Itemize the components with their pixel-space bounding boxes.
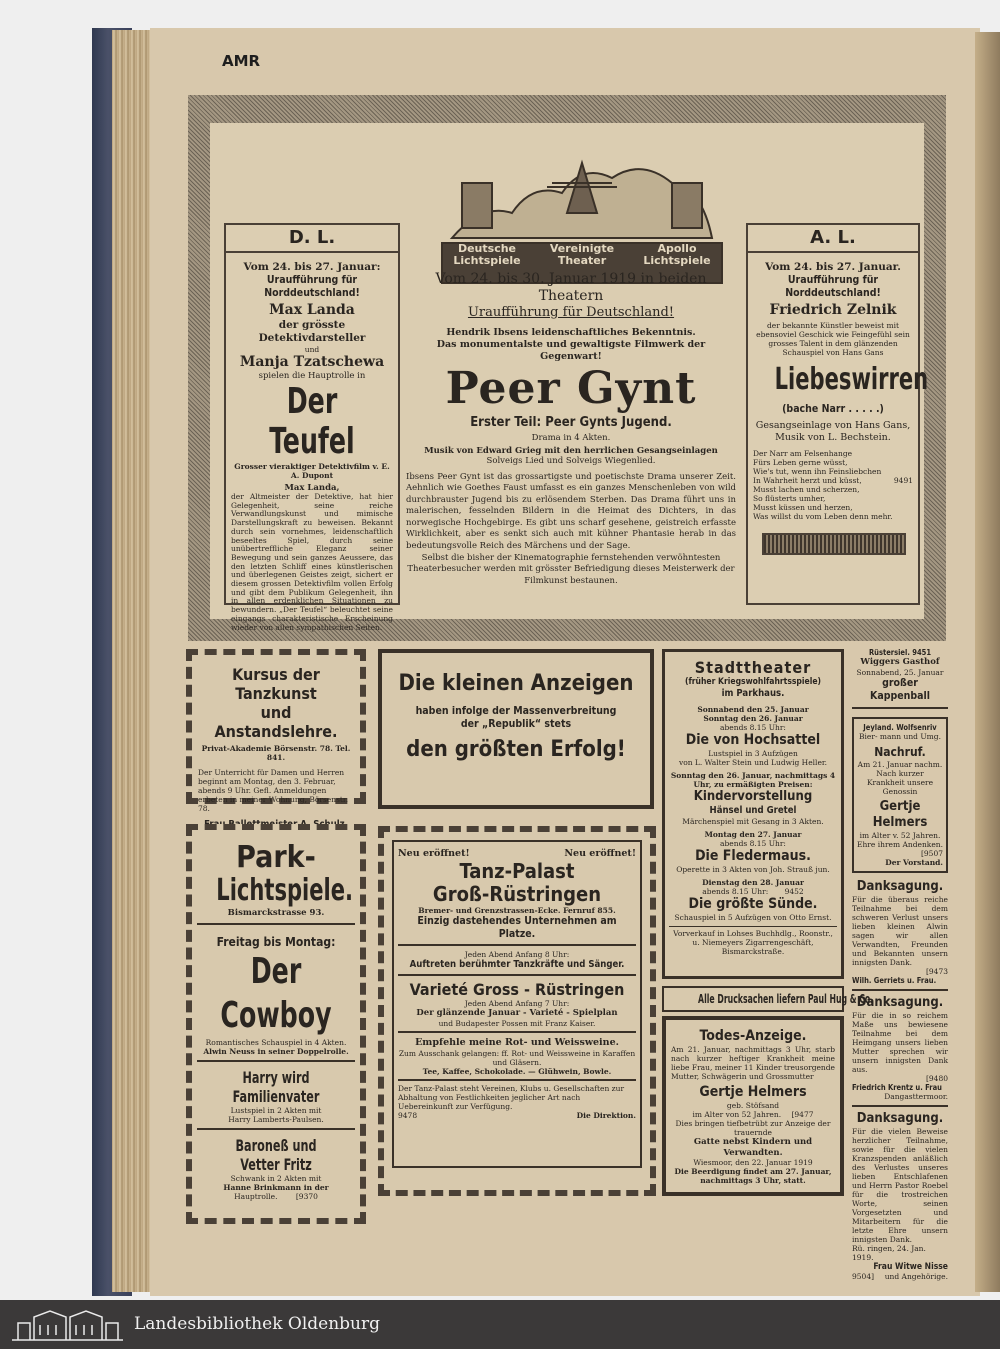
nachruf-head2: Bier- mann und Umg.	[859, 731, 941, 741]
dank3-place: Rü. ringen, 24. Jan. 1919.	[852, 1243, 926, 1262]
park-film1b: Alwin Neuss in seiner Doppelrolle.	[197, 1047, 355, 1062]
tp-wein2: Zum Ausschank gelangen: ff. Rot- und Weissweine in Karaffen und Gläsern.	[398, 1048, 636, 1067]
nachruf-title: Nachruf.	[874, 744, 926, 759]
pg-subtitle: Erster Teil: Peer Gynts Jugend.	[470, 415, 672, 430]
tp-title2: Groß-Rüstringen	[432, 882, 602, 906]
banner-middle-label: Vereinigte Theater	[549, 242, 615, 267]
dl-genre: Grosser vieraktiger Detektivfilm v. E. A. Dupont	[234, 461, 390, 480]
al-poem-line: Wie's tut, wenn ihn Feinsliebchen	[753, 467, 882, 476]
todes-name: Gertje Helmers	[699, 1084, 807, 1100]
tp-direktion: Die Direktion.	[576, 1110, 636, 1120]
st-d4b: abends 8.15 Uhr: 9452	[702, 886, 804, 896]
dank2-sign: Friedrich Krentz u. Frau	[852, 1082, 942, 1092]
st-play2: Kindervorstellung	[693, 788, 813, 804]
al-head: A. L.	[748, 225, 918, 253]
kappenball-venue: Wiggers Gasthof	[860, 657, 940, 667]
todes-body: Am 21. Januar, nachmittags 3 Uhr, starb nach kurzer heftiger Krankheit meine liebe Frau, meiner 11 Kinder treusorgende Mutter, Schwägerin und Grossmutter	[671, 1045, 836, 1081]
tp-spielplan: Der glänzende Januar - Varieté - Spielplan	[416, 1008, 618, 1018]
st-play4a: Schauspiel in 5 Aufzügen von Otto Ernst.	[674, 912, 832, 922]
dl-actor2: Manja Tzatschewa	[239, 354, 385, 370]
al-poem-line: Musst lachen und scherzen,	[753, 485, 860, 494]
kappenball-ad	[852, 648, 948, 709]
dank2-title: Danksagung.	[856, 994, 944, 1010]
ad-park-lichtspiele	[186, 824, 366, 1224]
al-premiere: Uraufführung für Norddeutschland!	[785, 274, 881, 299]
al-film-title: Liebeswirren	[774, 362, 929, 397]
page-right-edge	[975, 32, 1000, 1292]
st-d4: Dienstag den 28. Januar	[702, 877, 804, 887]
tp-title1: Tanz-Palast	[459, 859, 575, 883]
pg-title: Peer Gynt	[445, 363, 697, 414]
kleine-line3: den größten Erfolg!	[406, 737, 626, 762]
right-column	[852, 648, 948, 1281]
park-film3b: Hanne Brinkmann in der	[223, 1182, 329, 1192]
st-play2b: Märchenspiel mit Gesang in 3 Akten.	[682, 816, 824, 826]
al-dates: Vom 24. bis 27. Januar.	[765, 261, 901, 273]
tanzkurs-addr: Privat-Akademie Börsenstr. 78. Tel. 841.	[201, 744, 351, 762]
dl-head: D. L.	[226, 225, 398, 253]
al-poem-line: In Wahrheit herzt und küsst, 9491	[753, 476, 913, 485]
stadttheater-sub1: (früher Kriegswohlfahrtsspiele)	[684, 677, 822, 687]
dank1-num: [9473	[925, 966, 948, 976]
tp-spielplan2: und Budapester Possen mit Franz Kaiser.	[398, 1019, 636, 1033]
kleine-title: Die kleinen Anzeigen	[398, 671, 634, 696]
st-play4: Die größte Sünde.	[688, 895, 818, 912]
al-num: 9491	[893, 476, 913, 485]
al-songs: Gesangseinlage von Hans Gans, Musik von L. Bechstein.	[755, 420, 911, 443]
tp-wein: Empfehle meine Rot- und Weissweine.	[415, 1036, 619, 1048]
decorative-bar	[762, 533, 906, 555]
park-addr: Bismarckstrasse 93.	[197, 908, 355, 925]
st-play2a: Hänsel und Gretel	[709, 804, 797, 816]
cinema-advertisement	[188, 95, 946, 641]
dl-dates: Vom 24. bis 27. Januar:	[243, 261, 381, 273]
shelfmark-label: AMR	[222, 52, 261, 70]
tp-footer-line	[398, 1111, 636, 1120]
dank3-footer: 9504] und Angehörige.	[852, 1272, 948, 1281]
cinema-ad-inner	[210, 123, 929, 632]
dank3-sign: Frau Witwe Nisse	[873, 1261, 948, 1272]
st-d3: Montag den 27. Januar	[704, 829, 802, 839]
todes-family: Gatte nebst Kindern und Verwandten.	[693, 1137, 813, 1158]
park-when: Freitag bis Montag:	[216, 934, 336, 949]
dl-actor1-desc: der grösste Detektivdarsteller	[258, 319, 366, 344]
nachruf-ad	[852, 717, 948, 873]
dl-role: spielen die Hauptrolle in	[258, 371, 366, 381]
tp-unique: Einzig dastehendes Unternehmen am Platze.	[398, 915, 636, 946]
ad-tanzkurs	[186, 649, 366, 813]
dank2-sign2: Dangasttermoor.	[884, 1091, 948, 1101]
tanzkurs-body: Der Unterricht für Damen und Herren beginnt am Montag, den 3. Februar, abends 9 Uhr. Gefl. Anmeldungen erbeten in meiner Wohnung, Börsenstr. 78.	[198, 768, 349, 813]
dl-body: der Altmeister der Detektive, hat hier Gelegenheit, seine reiche Verwandlungskunst und mimische Darstellungskraft zu beweisen. Bekannt durch sein vornehmes, leidenschaftlich beseeltes Spiel, durch seine unübertreffliche Eleganz seiner Bewegung und sein ganzes Aeussere, das den letzten Schliff eines künstlerischen und überlegenen Geistes zeigt, sichert er diesem grossen Detektivfilm vollen Erfolg und gibt dem Publikum Gelegenheit, ihn in allen erdenklichen Situationen zu bewundern. „Der Teufel“ beleuchtet seine eingangs charakteristische Erscheinung wieder von allen sympathischen Seiten.	[231, 492, 393, 632]
tp-footer: Der Tanz-Palast steht Vereinen, Klubs u. Gesellschaften zur Abhaltung von Festlichkeiten jeglicher Art nach Uebereinkunft zur Verfügung.	[398, 1083, 625, 1111]
al-poem-line: Musst küssen und herzen,	[753, 503, 853, 512]
nachruf-body2: im Alter v. 52 Jahren. Ehre ihrem Andenken.	[857, 830, 943, 849]
st-play3: Die Fledermaus.	[695, 847, 811, 864]
dank3-title: Danksagung.	[856, 1110, 944, 1126]
pg-music2: Solveigs Lied und Solveigs Wiegenlied.	[486, 456, 656, 466]
nachruf-name: Gertje Helmers	[872, 798, 928, 830]
st-play1a: Lustspiel in 3 Aufzügen	[708, 748, 798, 758]
st-num: 9452	[784, 886, 804, 896]
tp-addr: Bremer- und Grenzstrassen-Ecke. Fernruf 855.	[418, 906, 616, 915]
st-d1b: Sonntag den 26. Januar	[703, 713, 803, 723]
al-poem-line: So flüsterts umher,	[753, 494, 826, 503]
dank1-body: Für die überaus reiche Teilnahme bei dem schweren Verlust unsers lieben kleinen Alwin sagen wir allen Verwandten, Freunden und Bekannten unsern innigsten Dank.	[852, 894, 948, 967]
pg-drama: Drama in 4 Akten.	[531, 433, 611, 443]
st-d1c: abends 8.15 Uhr:	[720, 722, 786, 732]
dl-premiere: Uraufführung für Norddeutschland!	[264, 274, 360, 299]
dl-name-repeat: Max Landa,	[284, 482, 340, 493]
banner-left-label: Deutsche Lichtspiele	[453, 242, 521, 267]
tp-abend2: Jeden Abend Anfang 7 Uhr:	[464, 999, 570, 1008]
nachruf-body: Am 21. Januar nachm. Nach kurzer Krankheit unsere Genossin	[857, 759, 943, 796]
al-film-sub: (bache Narr . . . . .)	[782, 403, 884, 415]
tp-auftreten: Auftreten berühmter Tanzkräfte und Sänger.	[398, 959, 636, 976]
park-film2a: Lustspiel in 2 Akten mit	[230, 1105, 322, 1115]
nachruf-num: [9507	[920, 848, 943, 858]
park-title1: Park-	[236, 840, 316, 875]
st-d1: Sonnabend den 25. Januar	[697, 704, 809, 714]
nachruf-sign: Der Vorstand.	[885, 857, 943, 867]
park-film3c: Hauptrolle. [9370	[234, 1191, 318, 1201]
al-poem-line: Fürs Leben gerne wüsst,	[753, 458, 848, 467]
kleine-line1: haben infolge der Massenverbreitung	[415, 705, 617, 717]
druck-text: Alle Drucksachen liefern Paul Hug & Co.	[698, 992, 874, 1006]
park-title2: Lichtspiele.	[216, 873, 354, 908]
dank2-ad	[852, 995, 948, 1107]
todes-age: im Alter von 52 Jahren. [9477	[692, 1110, 814, 1119]
pg-body: Ibsens Peer Gynt ist das grossartigste und poetischste Drama unserer Zeit. Aehnlich wie Goethes Faust umfasst es ein ganzes Menschenleben von wild durchbrauster Jugend bis zu erlösendem Sterben. Das Drama führt uns in malerischen, fesselnden Bildern in die Heimat des Dichters, in das norwegische Hochgebirge. Es gibt uns scharf gesehene, geistreich erfasste Wirklichkeit, aber es senkt sich auch mit kühner Phantasie herab in das bedeutungsvolle Reich des Märchens und der Sage.	[406, 471, 736, 552]
tp-num: 9478	[398, 1110, 418, 1120]
al-poem	[753, 449, 913, 521]
al-poem-line: Was willst du vom Leben denn mehr.	[753, 512, 893, 521]
tp-abend1: Jeden Abend Anfang 8 Uhr:	[464, 950, 570, 959]
st-play1: Die von Hochsattel	[685, 731, 821, 748]
ad-drucksachen	[662, 986, 874, 1012]
todes-title: Todes-Anzeige.	[699, 1028, 807, 1044]
library-brand-name: Landesbibliothek Oldenburg	[134, 1314, 381, 1334]
library-footer	[0, 1300, 1000, 1349]
al-actor: Friedrich Zelnik	[769, 302, 897, 318]
dank1-sign: Wilh. Gerriets u. Frau.	[852, 975, 937, 985]
todes-geb: geb. Stöfsand	[726, 1101, 780, 1110]
ad-stadttheater	[662, 649, 844, 979]
stadttheater-title: Stadttheater	[694, 658, 812, 677]
dl-und: und	[304, 345, 320, 354]
park-film2b: Harry Lamberts-Paulsen.	[197, 1115, 355, 1130]
kleine-line2: der „Republik“ stets	[460, 718, 572, 730]
kappenball-date: Sonnabend, 25. Januar	[856, 667, 944, 677]
dl-actor1: Max Landa	[269, 302, 355, 318]
tp-neu1: Neu eröffnet!	[398, 848, 470, 859]
todes-note: Dies bringen tiefbetrübt zur Anzeige der trauernde	[675, 1119, 831, 1137]
ad-todes-anzeige	[662, 1016, 844, 1196]
park-film1a: Romantisches Schauspiel in 4 Akten.	[205, 1037, 347, 1047]
ad-tanz-palast	[378, 826, 656, 1196]
dank2-num: [9480	[925, 1073, 948, 1083]
ad-kleine-anzeigen	[378, 649, 654, 809]
st-d2: Sonntag den 26. Januar, nachmittags 4 Uhr, zu ermäßigten Preisen:	[670, 770, 836, 789]
dank1-title: Danksagung.	[856, 878, 944, 894]
todes-num: [9477	[791, 1110, 814, 1119]
tp-wein3: Tee, Kaffee, Schokolade. — Glühwein, Bowle.	[398, 1067, 636, 1081]
todes-funeral: Die Beerdigung findet am 27. Januar, nachmittags 3 Uhr, statt.	[674, 1167, 832, 1185]
st-play3a: Operette in 3 Akten von Joh. Strauß jun.	[676, 864, 830, 874]
nachruf-head1: Jeyland. Wolfsenriv	[863, 722, 937, 732]
st-d3b: abends 8.15 Uhr:	[720, 838, 786, 848]
park-film1: Der Cowboy	[220, 950, 332, 1036]
tanzkurs-title1: Kursus der Tanzkunst	[232, 665, 320, 703]
park-film3a: Schwank in 2 Akten mit	[230, 1173, 322, 1183]
st-play1b: von L. Walter Stein und Ludwig Heller.	[678, 757, 828, 767]
tanzkurs-title2: und Anstandslehre.	[214, 703, 338, 741]
dank1-ad	[852, 879, 948, 991]
pg-closing: Selbst die bisher der Kinematographie fernstehenden verwöhntesten Theaterbesucher werden mit grösster Befriedigung dieses Meisterwerk der Filmkunst bestaunen.	[407, 552, 735, 586]
kappenball-title: großer Kappenball	[870, 676, 930, 702]
pg-line2: Das monumentalste und gewaltigste Filmwerk der Gegenwart!	[436, 339, 706, 362]
pg-premiere: Uraufführung für Deutschland!	[467, 305, 675, 320]
peer-gynt-section	[406, 271, 736, 611]
dl-film-title: Der Teufel	[269, 380, 355, 462]
park-num: [9370	[295, 1191, 318, 1201]
dank2-body: Für die in so reichem Maße uns bewiesene Teilnahme bei dem Heimgang unsers lieben Mutter sprechen wir unsern innigsten Dank aus.	[852, 1010, 948, 1074]
dank3-ad	[852, 1111, 948, 1282]
stadttheater-sub2: im Parkhaus.	[721, 687, 785, 699]
al-poem-line: Der Narr am Felsenhange	[753, 449, 853, 458]
pg-dates: Vom 24. bis 30. Januar 1919 in beiden Theatern	[435, 271, 707, 304]
dl-box	[224, 223, 400, 632]
tp-neu2: Neu eröffnet!	[564, 848, 636, 859]
banner-right-label: Apollo Lichtspiele	[643, 242, 711, 267]
pg-line1: Hendrik Ibsens leidenschaftliches Bekenntnis.	[446, 327, 696, 338]
al-box	[746, 223, 929, 605]
park-film2: Harry wird Familienvater	[232, 1067, 320, 1106]
park-film3: Baroneß und Vetter Fritz	[235, 1135, 317, 1174]
library-building-icon	[10, 1307, 125, 1342]
banner-labels	[442, 243, 722, 267]
page-edges	[112, 30, 154, 1292]
st-vorverkauf: Vorverkauf in Lohses Buchhdlg., Roonstr., u. Niemeyers Zigarrengeschäft, Bismarckstraße.	[669, 926, 837, 956]
pg-music: Musik von Edward Grieg mit den herrlichen Gesangseinlagen	[424, 445, 718, 456]
dank3-body: Für die vielen Beweise herzlicher Teilnahme, sowie für die vielen Kranzspenden anläßlich des Verlustes unseres lieben Entschlafenen und Herrn Pastor Roebel für die trostreichen Worte, seinen Vorgesetzten und Mitarbeitern für die letzte Ehre unsern innigsten Dank.	[852, 1126, 948, 1244]
tp-variete: Varieté Gross - Rüstringen	[409, 980, 625, 999]
kappenball-place: Rüstersiel. 9451	[868, 648, 932, 657]
al-desc: der bekannte Künstler beweist mit ebensoviel Geschick wie Feingefühl sein grosses Talent in dem glänzenden Schauspiel von Hans Gans	[756, 321, 910, 357]
todes-date: Wiesmoor, den 22. Januar 1919	[693, 1158, 813, 1167]
